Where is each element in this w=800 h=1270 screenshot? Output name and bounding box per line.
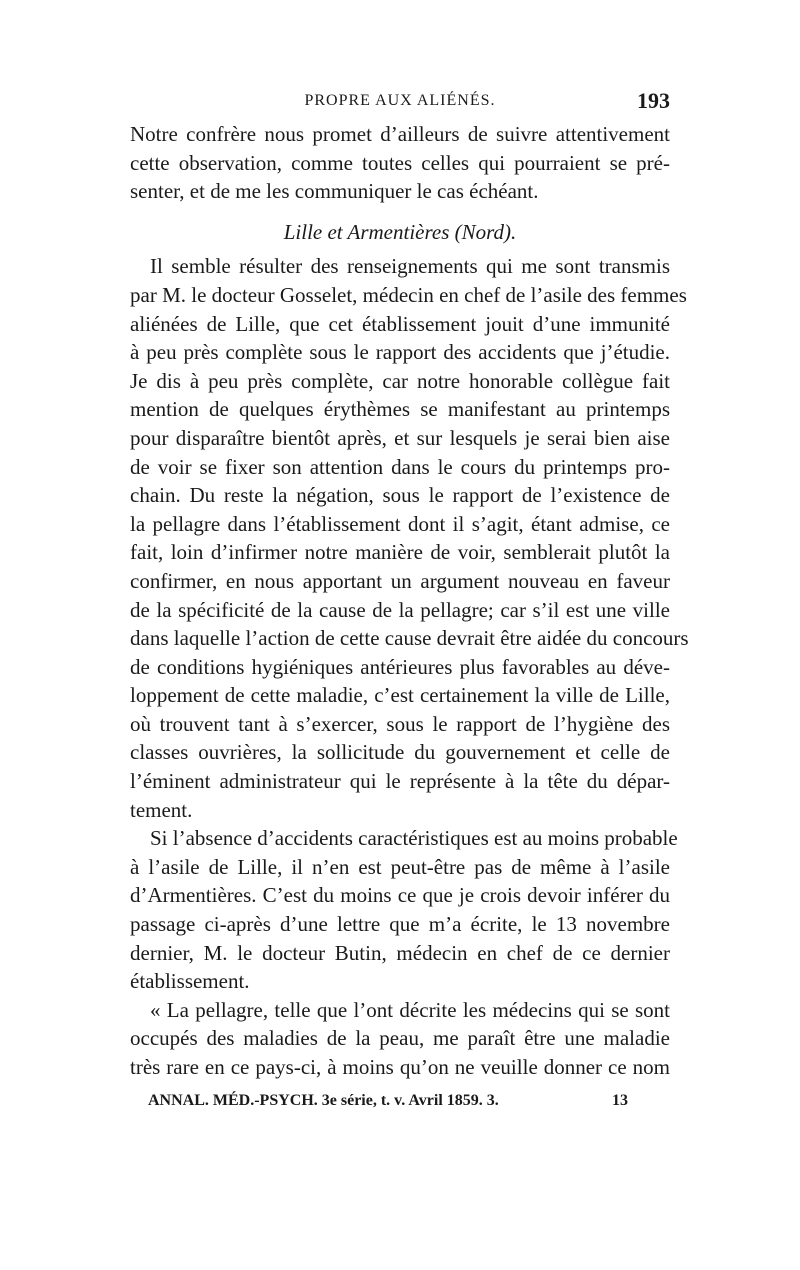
text-line: tement. — [130, 797, 193, 822]
text-line: l’éminent administrateur qui le représente à la tête du dépar- — [130, 769, 670, 794]
text-line: à l’asile de Lille, il n’en est peut-être pas de même à l’asile — [130, 854, 670, 879]
text-line: d’Armentières. C’est du moins ce que je crois devoir inférer du — [130, 883, 670, 908]
text-line: Si l’absence d’accidents caractéristiques est au moins probable — [150, 826, 678, 851]
text-line: Il semble résulter des renseignements qui me sont transmis — [150, 254, 670, 279]
text-line: classes ouvrières, la sollicitude du gouvernement et celle de — [130, 740, 670, 765]
text-line: où trouvent tant à s’exercer, sous le rapport de l’hygiène des — [130, 711, 670, 736]
text-line: pour disparaître bientôt après, et sur lesquels je serai bien aise — [130, 425, 670, 450]
text-line: confirmer, en nous apportant un argument nouveau en faveur — [130, 568, 670, 593]
text-line: aliénées de Lille, que cet établissement jouit d’une immunité — [130, 311, 670, 336]
text-line: la pellagre dans l’établissement dont il s’agit, étant admise, ce — [130, 511, 670, 536]
section-heading: Lille et Armentières (Nord). — [283, 219, 517, 244]
text-line: établissement. — [130, 969, 250, 994]
page-number: 193 — [637, 88, 670, 113]
text-line: passage ci-après d’une lettre que m’a écrite, le 13 novembre — [130, 912, 670, 937]
text-line: fait, loin d’infirmer notre manière de voir, semblerait plutôt la — [130, 540, 670, 565]
text-line: loppement de cette maladie, c’est certainement la ville de Lille, — [130, 683, 670, 708]
text-line: occupés des maladies de la peau, me paraît être une maladie — [130, 1026, 670, 1051]
text-line: Notre confrère nous promet d’ailleurs de suivre attentivement — [130, 122, 670, 146]
running-head — [130, 88, 670, 118]
text-line: très rare en ce pays-ci, à moins qu’on ne veuille donner ce nom — [130, 1055, 670, 1079]
text-line: de conditions hygiéniques antérieures plus favorables au déve- — [130, 654, 670, 679]
text-line: de voir se fixer son attention dans le cours du printemps pro- — [130, 454, 670, 479]
text-line: chain. Du reste la négation, sous le rapport de l’existence de — [130, 483, 670, 508]
text-line: dans laquelle l’action de cette cause devrait être aidée du concours — [130, 626, 689, 651]
text-line: cette observation, comme toutes celles qui pourraient se pré- — [130, 150, 670, 175]
text-line: à peu près complète sous le rapport des accidents que j’étudie. — [130, 340, 670, 365]
running-title: PROPRE AUX ALIÉNÉS. — [304, 92, 496, 109]
text-line: dernier, M. le docteur Butin, médecin en chef de ce dernier — [130, 940, 670, 965]
journal-signature: ANNAL. MÉD.-PSYCH. 3e série, t. v. Avril 1859. 3. — [148, 1092, 499, 1109]
text-line: Je dis à peu près complète, car notre honorable collègue fait — [130, 368, 670, 393]
sheet-number: 13 — [612, 1092, 628, 1109]
text-line: « La pellagre, telle que l’ont décrite les médecins qui se sont — [150, 997, 670, 1022]
text-line: de la spécificité de la cause de la pellagre; car s’il est une ville — [130, 597, 670, 622]
text-line: par M. le docteur Gosselet, médecin en chef de l’asile des femmes — [130, 282, 687, 307]
text-line: senter, et de me les communiquer le cas échéant. — [130, 179, 539, 204]
printer-signature-line — [130, 1092, 670, 1116]
text-line: mention de quelques érythèmes se manifestant au printemps — [130, 397, 670, 422]
body-text — [130, 120, 689, 1082]
